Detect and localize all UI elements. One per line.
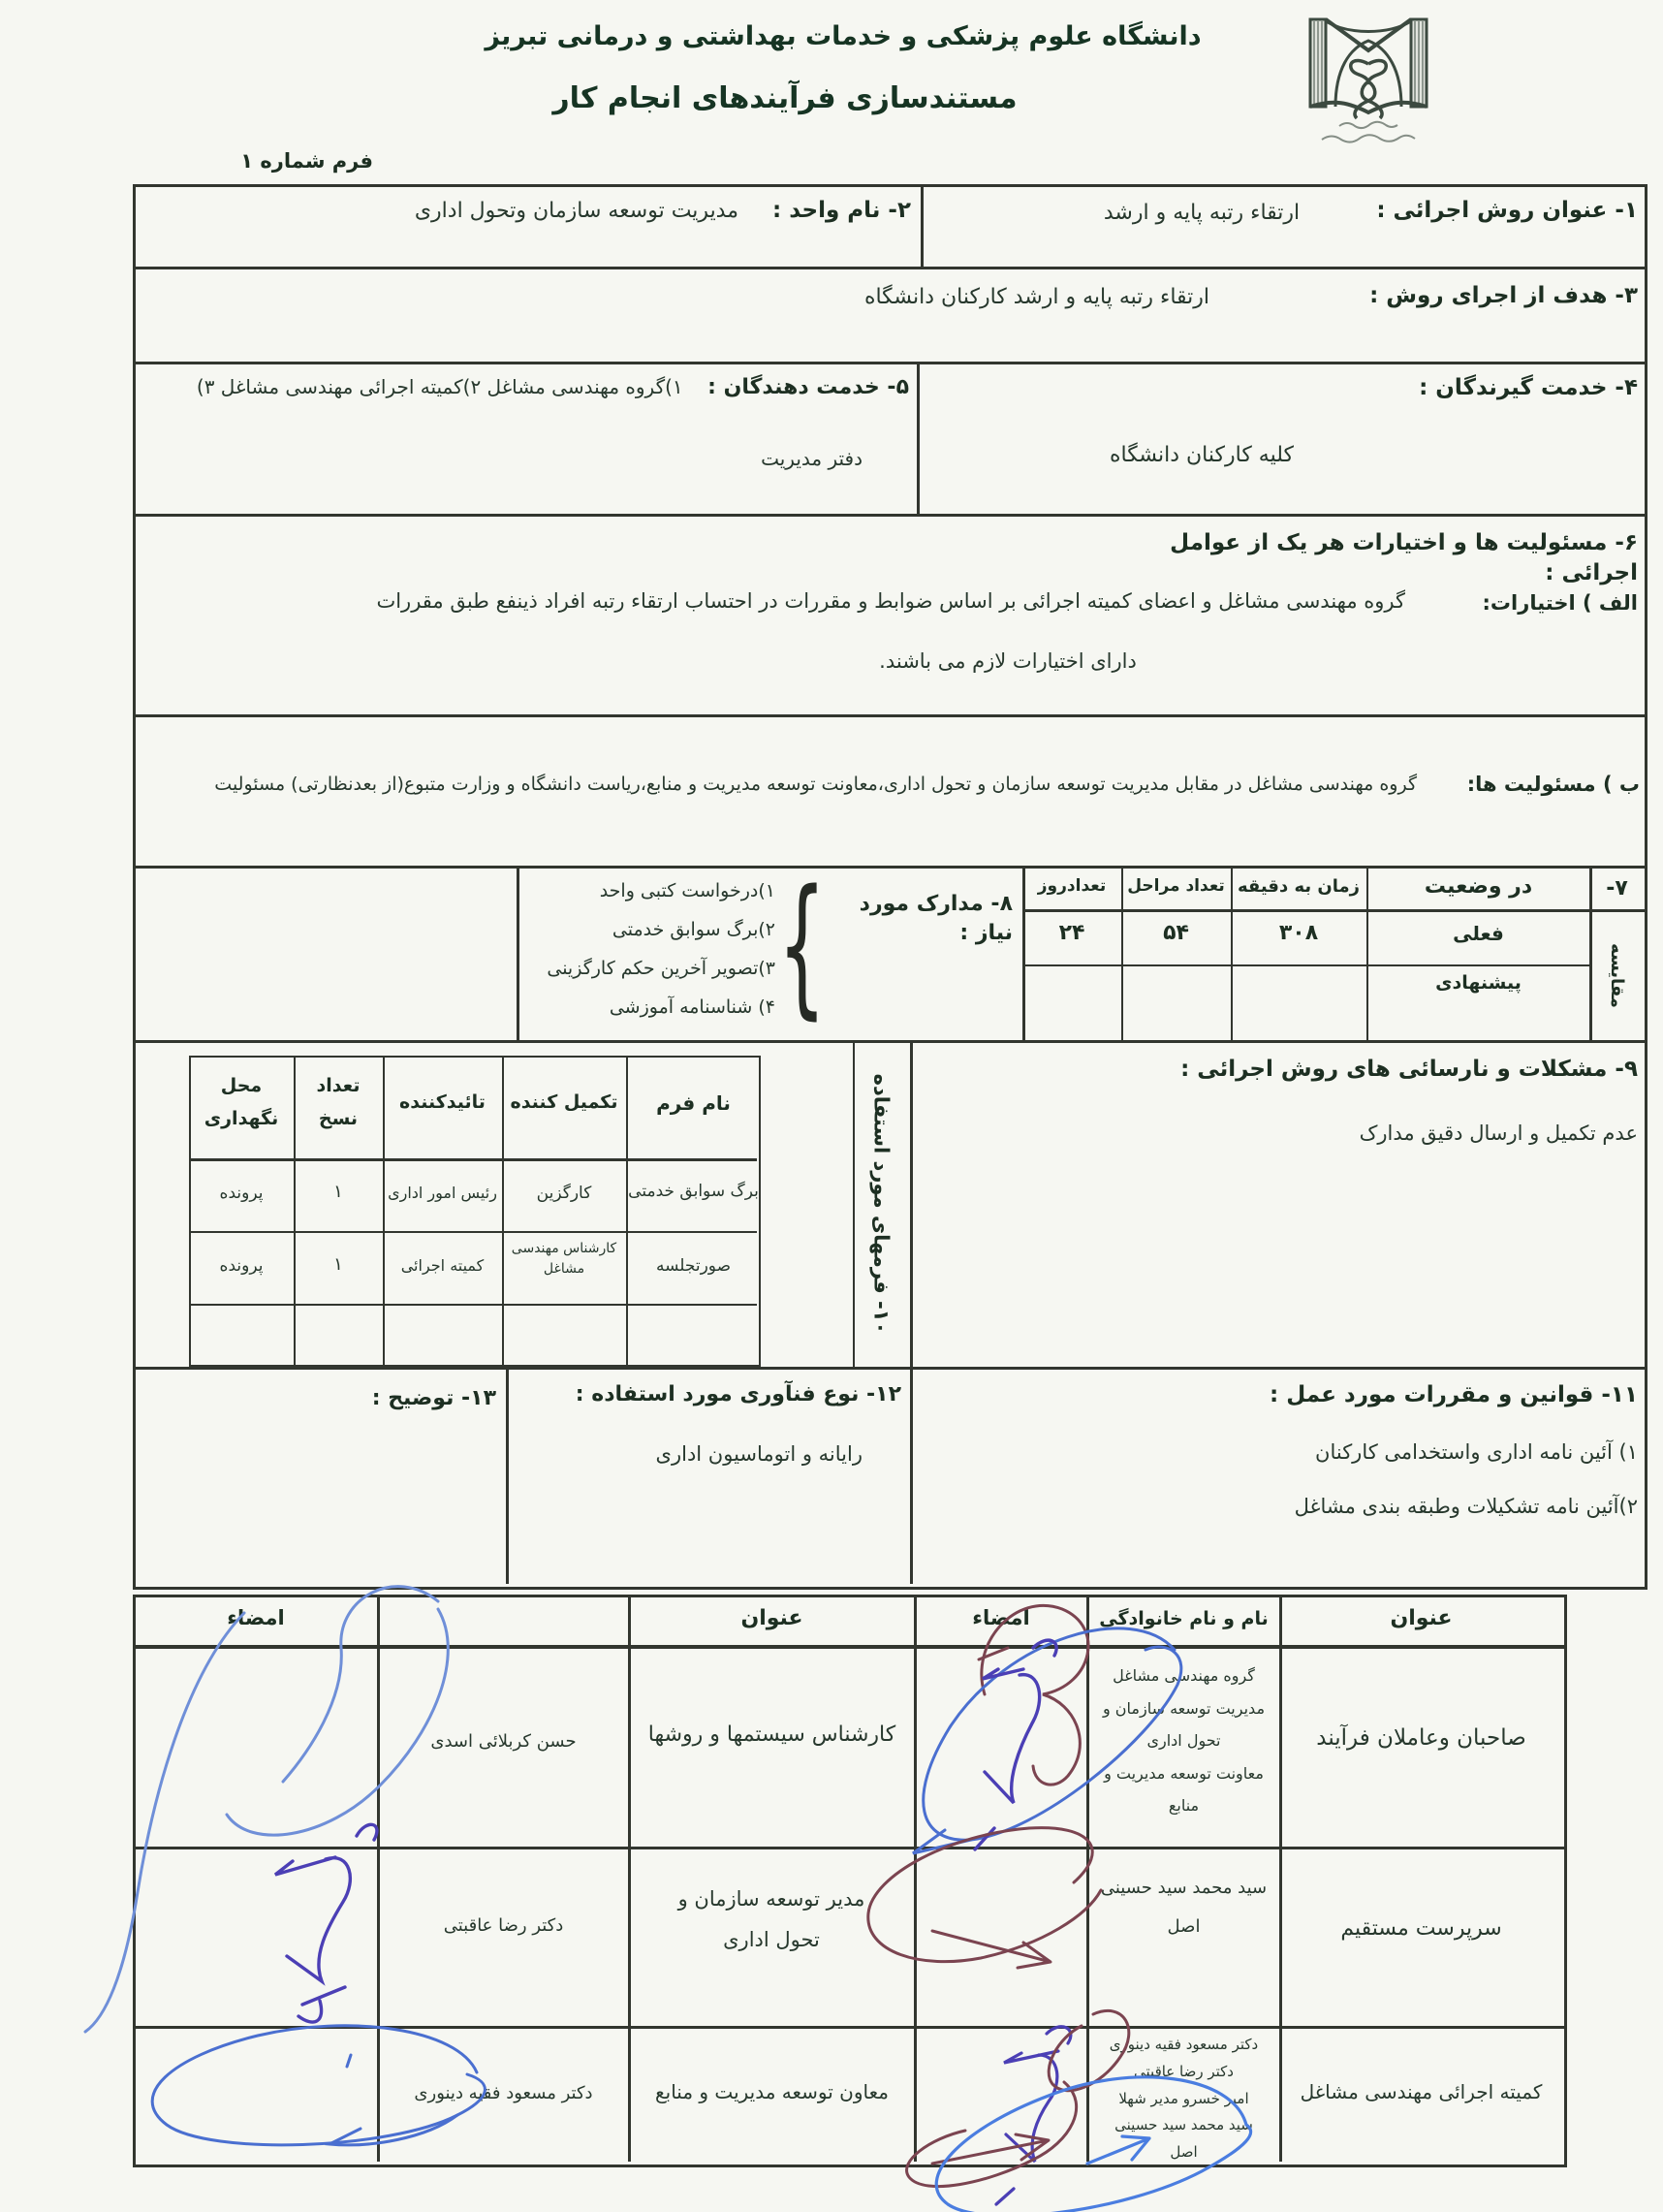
forms-col-storage: محل نگهداری [204,1075,279,1130]
forms-col-filler: تکمیل کننده [510,1091,618,1113]
forms-r2-storage: پرونده [219,1256,264,1276]
grid-line [910,1040,913,1367]
grid-line [1366,866,1368,1040]
forms-r1-filler: کارگزین [536,1184,592,1203]
brace-glyph: } [778,861,827,1035]
row-current-steps: ۵۴ [1163,921,1189,945]
grid-line [133,1645,1567,1649]
field-4-value: کلیه کارکنان دانشگاه [1110,443,1294,467]
field-9-value: عدم تکمیل و ارسال دقیق مدارک [1359,1122,1638,1145]
field-7-number: ۷- [1606,876,1628,901]
field-12-label: ۱۲- نوع فنآوری مورد استفاده : [575,1382,901,1406]
sig-header-title-right: عنوان [1390,1606,1453,1630]
field-3-value: ارتقاء رتبه پایه و ارشد کارکنان دانشگاه [863,285,1210,309]
field-9-label: ۹- مشکلات و نارسائی های روش اجرائی : [1180,1057,1638,1082]
field-6b-text: گروه مهندسی مشاغل در مقابل مدیریت توسعه سازمان و تحول اداری،معاونت توسعه مدیریت و منابع،ریاست دانشگاه و وزارت متبوع(از بعدنظارتی) مسئولیت [214,774,1417,795]
sig-header-sign-right: امضاء [972,1606,1030,1629]
university-title: دانشگاه علوم پزشکی و خدمات بهداشتی و درمانی تبریز [485,21,1202,51]
row-current-label: فعلی [1453,922,1504,945]
row-current-minutes: ۳۰۸ [1278,921,1319,945]
grid-line [133,1847,1567,1849]
sig-r1-title-right: صاحبان وعاملان فرآیند [1316,1725,1526,1751]
sig-r2-title-left: مدیر توسعه سازمان و تحول اداری [677,1887,865,1951]
required-doc-item: ۴) شناسنامه آموزشی [609,995,775,1018]
field-2-label: ۲- نام واحد : [772,198,911,223]
field-5 [145,373,909,402]
grid-line [914,1595,917,2162]
grid-line [133,362,1645,364]
field-7-compare-vertical: مقایسه [1606,942,1627,1008]
field-1-label: ۱- عنوان روش اجرائی : [1376,198,1638,223]
col-steps: تعداد مراحل [1127,876,1225,896]
field-3-label: ۳- هدف از اجرای روش : [1369,283,1638,308]
required-doc-item: ۲)برگ سوابق خدمتی [612,918,775,940]
field-11-item: ۲)آئین نامه تشکیلات وطبقه بندی مشاغل [1294,1495,1638,1518]
field-2 [329,196,911,226]
forms-col-copies: تعداد نسخ [316,1075,361,1130]
forms-r1-storage: پرونده [219,1184,264,1203]
field-13-label: ۱۳- توضیح : [371,1386,496,1410]
sig-r2-name-left: دکتر رضا عاقبتی [443,1915,564,1936]
field-6a-text2: دارای اختیارات لازم می باشند. [879,649,1137,673]
sig-r3-title-left: معاون توسعه مدیریت و منابع [655,2080,889,2103]
grid-line [133,514,1645,517]
field-6b-label: ب ) مسئولیت ها: [1466,773,1640,796]
grid-line [1022,909,1647,912]
grid-line [377,1595,380,2162]
grid-line [133,1367,1645,1370]
sig-r2-name-right: سید محمد سید حسینی اصل [1100,1878,1268,1937]
forms-r2-filler: کارشناس مهندسی مشاغل [511,1241,617,1277]
forms-r2-copies: ۱ [333,1254,343,1275]
grid-line [921,184,924,267]
grid-line [517,866,519,1040]
field-5-items-2: دفتر مدیریت [761,447,863,470]
sig-r3-name-right: دکتر مسعود فقیه دینوری دکتر رضا عاقبتی امیر خسرو مدیر شهلا سید محمد سید حسینی اصل [1109,2036,1259,2161]
grid-line [133,267,1645,269]
field-12-value: رایانه و اتوماسیون اداری [655,1442,863,1466]
sig-r1-name-left: حسن کربلائی اسدی [430,1731,577,1752]
field-11-item: ۱) آئین نامه اداری واستخدامی کارکنان [1315,1440,1638,1464]
field-6a-text: گروه مهندسی مشاغل و اعضای کمیته اجرائی بر اساس ضوابط و مقررات در احتساب ارتقاء رتبه افراد ذینفع طبق مقررات [376,589,1405,613]
forms-col-approver: تائیدکننده [399,1091,486,1113]
grid-line [1022,964,1589,966]
field-4-label: ۴- خدمت گیرندگان : [1419,375,1638,400]
sig-r3-name-left: دکتر مسعود فقیه دینوری [414,2083,593,2103]
required-doc-item: ۱)درخواست کتبی واحد [599,880,775,901]
spacer [745,199,766,223]
field-1-value: ارتقاء رتبه پایه و ارشد [1103,201,1301,225]
grid-line [628,1595,631,2162]
row-proposed-label: پیشنهادی [1435,972,1522,994]
page-title: مستندسازی فرآیندهای انجام کار [552,81,1018,115]
sig-r1-title-left: کارشناس سیستمها و روشها [647,1722,896,1747]
sig-header-sign-left: امضاء [227,1606,285,1629]
grid-line [189,1158,757,1161]
forms-r1-approver: رئیس امور اداری [388,1184,497,1202]
university-logo-icon [1281,10,1456,150]
grid-line [506,1367,509,1584]
sig-r1-name-right: گروه مهندسی مشاغل مدیریت توسعه سازمان و تحول اداری معاونت توسعه مدیریت و منابع [1102,1666,1266,1816]
field-5-items: ۱)گروه مهندسی مشاغل ۲)کمیته اجرائی مهندسی مشاغل ۳) [196,375,683,398]
forms-r1-name: برگ سوابق خدمتی [628,1182,759,1201]
forms-r2-name: صورتجلسه [655,1256,732,1276]
spacer [689,375,702,398]
sig-header-name-right: نام و نام خانوادگی [1099,1608,1269,1629]
col-status: در وضعیت [1424,874,1533,899]
grid-line [133,714,1645,717]
grid-line [1279,1595,1282,2162]
grid-line [133,2026,1567,2029]
form-number: فرم شماره ۱ [240,149,373,173]
sig-r3-title-right: کمیته اجرائی مهندسی مشاغل [1300,2080,1543,2103]
field-6a-label: الف ) اختیارات: [1482,591,1638,615]
field-10-vertical-label: ۱۰- فرمهای مورد استفاده [869,1073,894,1334]
forms-r1-copies: ۱ [333,1182,343,1202]
grid-line [917,362,920,514]
field-2-value: مدیریت توسعه سازمان وتحول اداری [414,199,739,223]
sig-r2-title-right: سرپرست مستقیم [1340,1916,1502,1941]
col-days: تعدادروز [1037,876,1107,896]
field-11-label: ۱۱- قوانین و مقررات مورد عمل : [1270,1382,1638,1407]
row-current-days: ۲۴ [1058,921,1085,945]
required-doc-item: ۳)تصویر آخرین حکم کارگزینی [547,957,775,979]
grid-line [189,1304,757,1306]
field-5-label: ۵- خدمت دهندگان : [707,375,909,399]
grid-line [189,1231,757,1233]
field-8-label: ۸- مدارک مورد نیاز : [859,892,1013,945]
forms-r2-approver: کمیته اجرائی [400,1256,485,1275]
grid-line [133,866,1645,869]
field-6-label: ۶- مسئولیت ها و اختیارات هر یک از عوامل اجرائی : [1170,530,1638,586]
grid-line [910,1367,913,1584]
field-8-items [538,872,775,1027]
sig-header-title-left: عنوان [740,1606,803,1630]
col-minutes: زمان به دقیقه [1237,876,1361,897]
forms-col-name: نام فرم [656,1091,731,1115]
